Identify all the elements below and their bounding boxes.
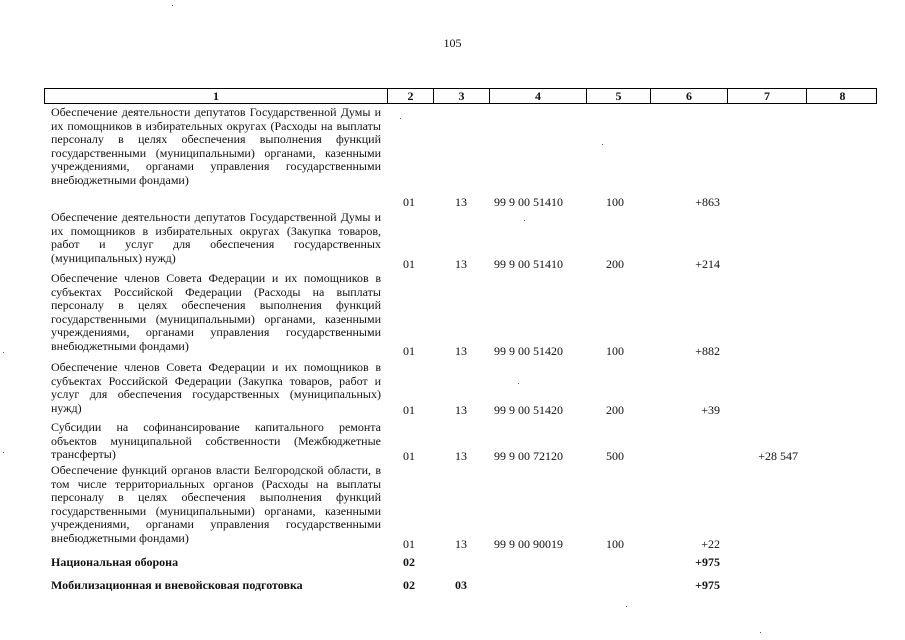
subsection-code: 13	[455, 257, 467, 271]
page-number: 105	[443, 36, 462, 50]
scan-speck	[172, 5, 173, 6]
row-description: Обеспечение членов Совета Федерации и их помощников в субъектах Российской Федерации (Расходы на выплаты персоналу в целях обеспечения выполнения функций государственными (муниципальными) органами, казенными учреждениями, органами управления государственными внебюджетными фондами)	[51, 271, 381, 353]
header-col-8: 8	[806, 89, 878, 103]
scan-speck	[3, 352, 4, 353]
section-code: 02	[403, 555, 415, 569]
subsection-code: 03	[455, 578, 467, 592]
header-col-7: 7	[727, 89, 806, 103]
header-col-6: 6	[650, 89, 727, 103]
target-article-code: 99 9 00 51410	[494, 195, 563, 209]
subsection-code: 13	[455, 449, 467, 463]
header-col-2: 2	[387, 89, 433, 103]
amount-col-6: +863	[695, 195, 720, 209]
row-description: Обеспечение деятельности депутатов Государственной Думы и их помощников в избирательных округах (Расходы на выплаты персоналу в целях обеспечения выполнения функций государственными (муниципальными) органами, казенными учреждениями, органами управления государственными внебюджетными фондами)	[51, 105, 381, 187]
expense-type-code: 200	[606, 403, 624, 417]
subsection-code: 13	[455, 344, 467, 358]
amount-col-6: +975	[695, 555, 720, 569]
row-description: Субсидии на софинансирование капитального ремонта объектов муниципальной собственности (Межбюджетные трансферты)	[51, 420, 381, 462]
amount-col-6: +214	[695, 257, 720, 271]
section-code: 01	[403, 257, 415, 271]
subsection-code: 13	[455, 195, 467, 209]
section-code: 02	[403, 578, 415, 592]
subsection-code: 13	[455, 403, 467, 417]
table-header	[44, 88, 877, 104]
scan-speck	[760, 632, 761, 633]
row-description: Обеспечение членов Совета Федерации и их помощников в субъектах Российской Федерации (Закупка товаров, работ и услуг для обеспечения государственных (муниципальных) нужд)	[51, 360, 381, 415]
header-col-3: 3	[433, 89, 489, 103]
scan-speck	[518, 383, 519, 384]
section-code: 01	[403, 403, 415, 417]
section-code: 01	[403, 537, 415, 551]
target-article-code: 99 9 00 51420	[494, 344, 563, 358]
expense-type-code: 100	[606, 195, 624, 209]
scan-speck	[3, 452, 4, 453]
row-description: Обеспечение функций органов власти Белгородской области, в том числе территориальных органов (Расходы на выплаты персоналу в целях обеспечения выполнения функций государственными (муниципальными) органами, казенными учреждениями, органами управления государственными внебюджетными фондами)	[51, 463, 381, 545]
scan-speck	[400, 118, 401, 119]
amount-col-6: +22	[701, 537, 720, 551]
row-description: Мобилизационная и вневойсковая подготовка	[51, 578, 303, 592]
expense-type-code: 100	[606, 344, 624, 358]
scan-speck	[524, 220, 525, 221]
amount-col-6: +975	[695, 578, 720, 592]
target-article-code: 99 9 00 51420	[494, 403, 563, 417]
expense-type-code: 100	[606, 537, 624, 551]
expense-type-code: 500	[606, 449, 624, 463]
target-article-code: 99 9 00 51410	[494, 257, 563, 271]
header-col-4: 4	[489, 89, 586, 103]
amount-col-6: +39	[701, 403, 720, 417]
header-col-5: 5	[586, 89, 650, 103]
target-article-code: 99 9 00 72120	[494, 449, 563, 463]
header-col-1: 1	[213, 89, 219, 103]
section-code: 01	[403, 344, 415, 358]
subsection-code: 13	[455, 537, 467, 551]
target-article-code: 99 9 00 90019	[494, 537, 563, 551]
amount-col-6: +882	[695, 344, 720, 358]
row-description: Национальная оборона	[51, 555, 179, 569]
section-code: 01	[403, 449, 415, 463]
amount-col-7: +28 547	[758, 449, 798, 463]
section-code: 01	[403, 195, 415, 209]
expense-type-code: 200	[606, 257, 624, 271]
scan-speck	[626, 606, 627, 607]
row-description: Обеспечение деятельности депутатов Государственной Думы и их помощников в избирательных округах (Закупка товаров, работ и услуг для обеспечения государственных (муниципальных) нужд)	[51, 210, 381, 265]
scan-speck	[602, 144, 603, 145]
